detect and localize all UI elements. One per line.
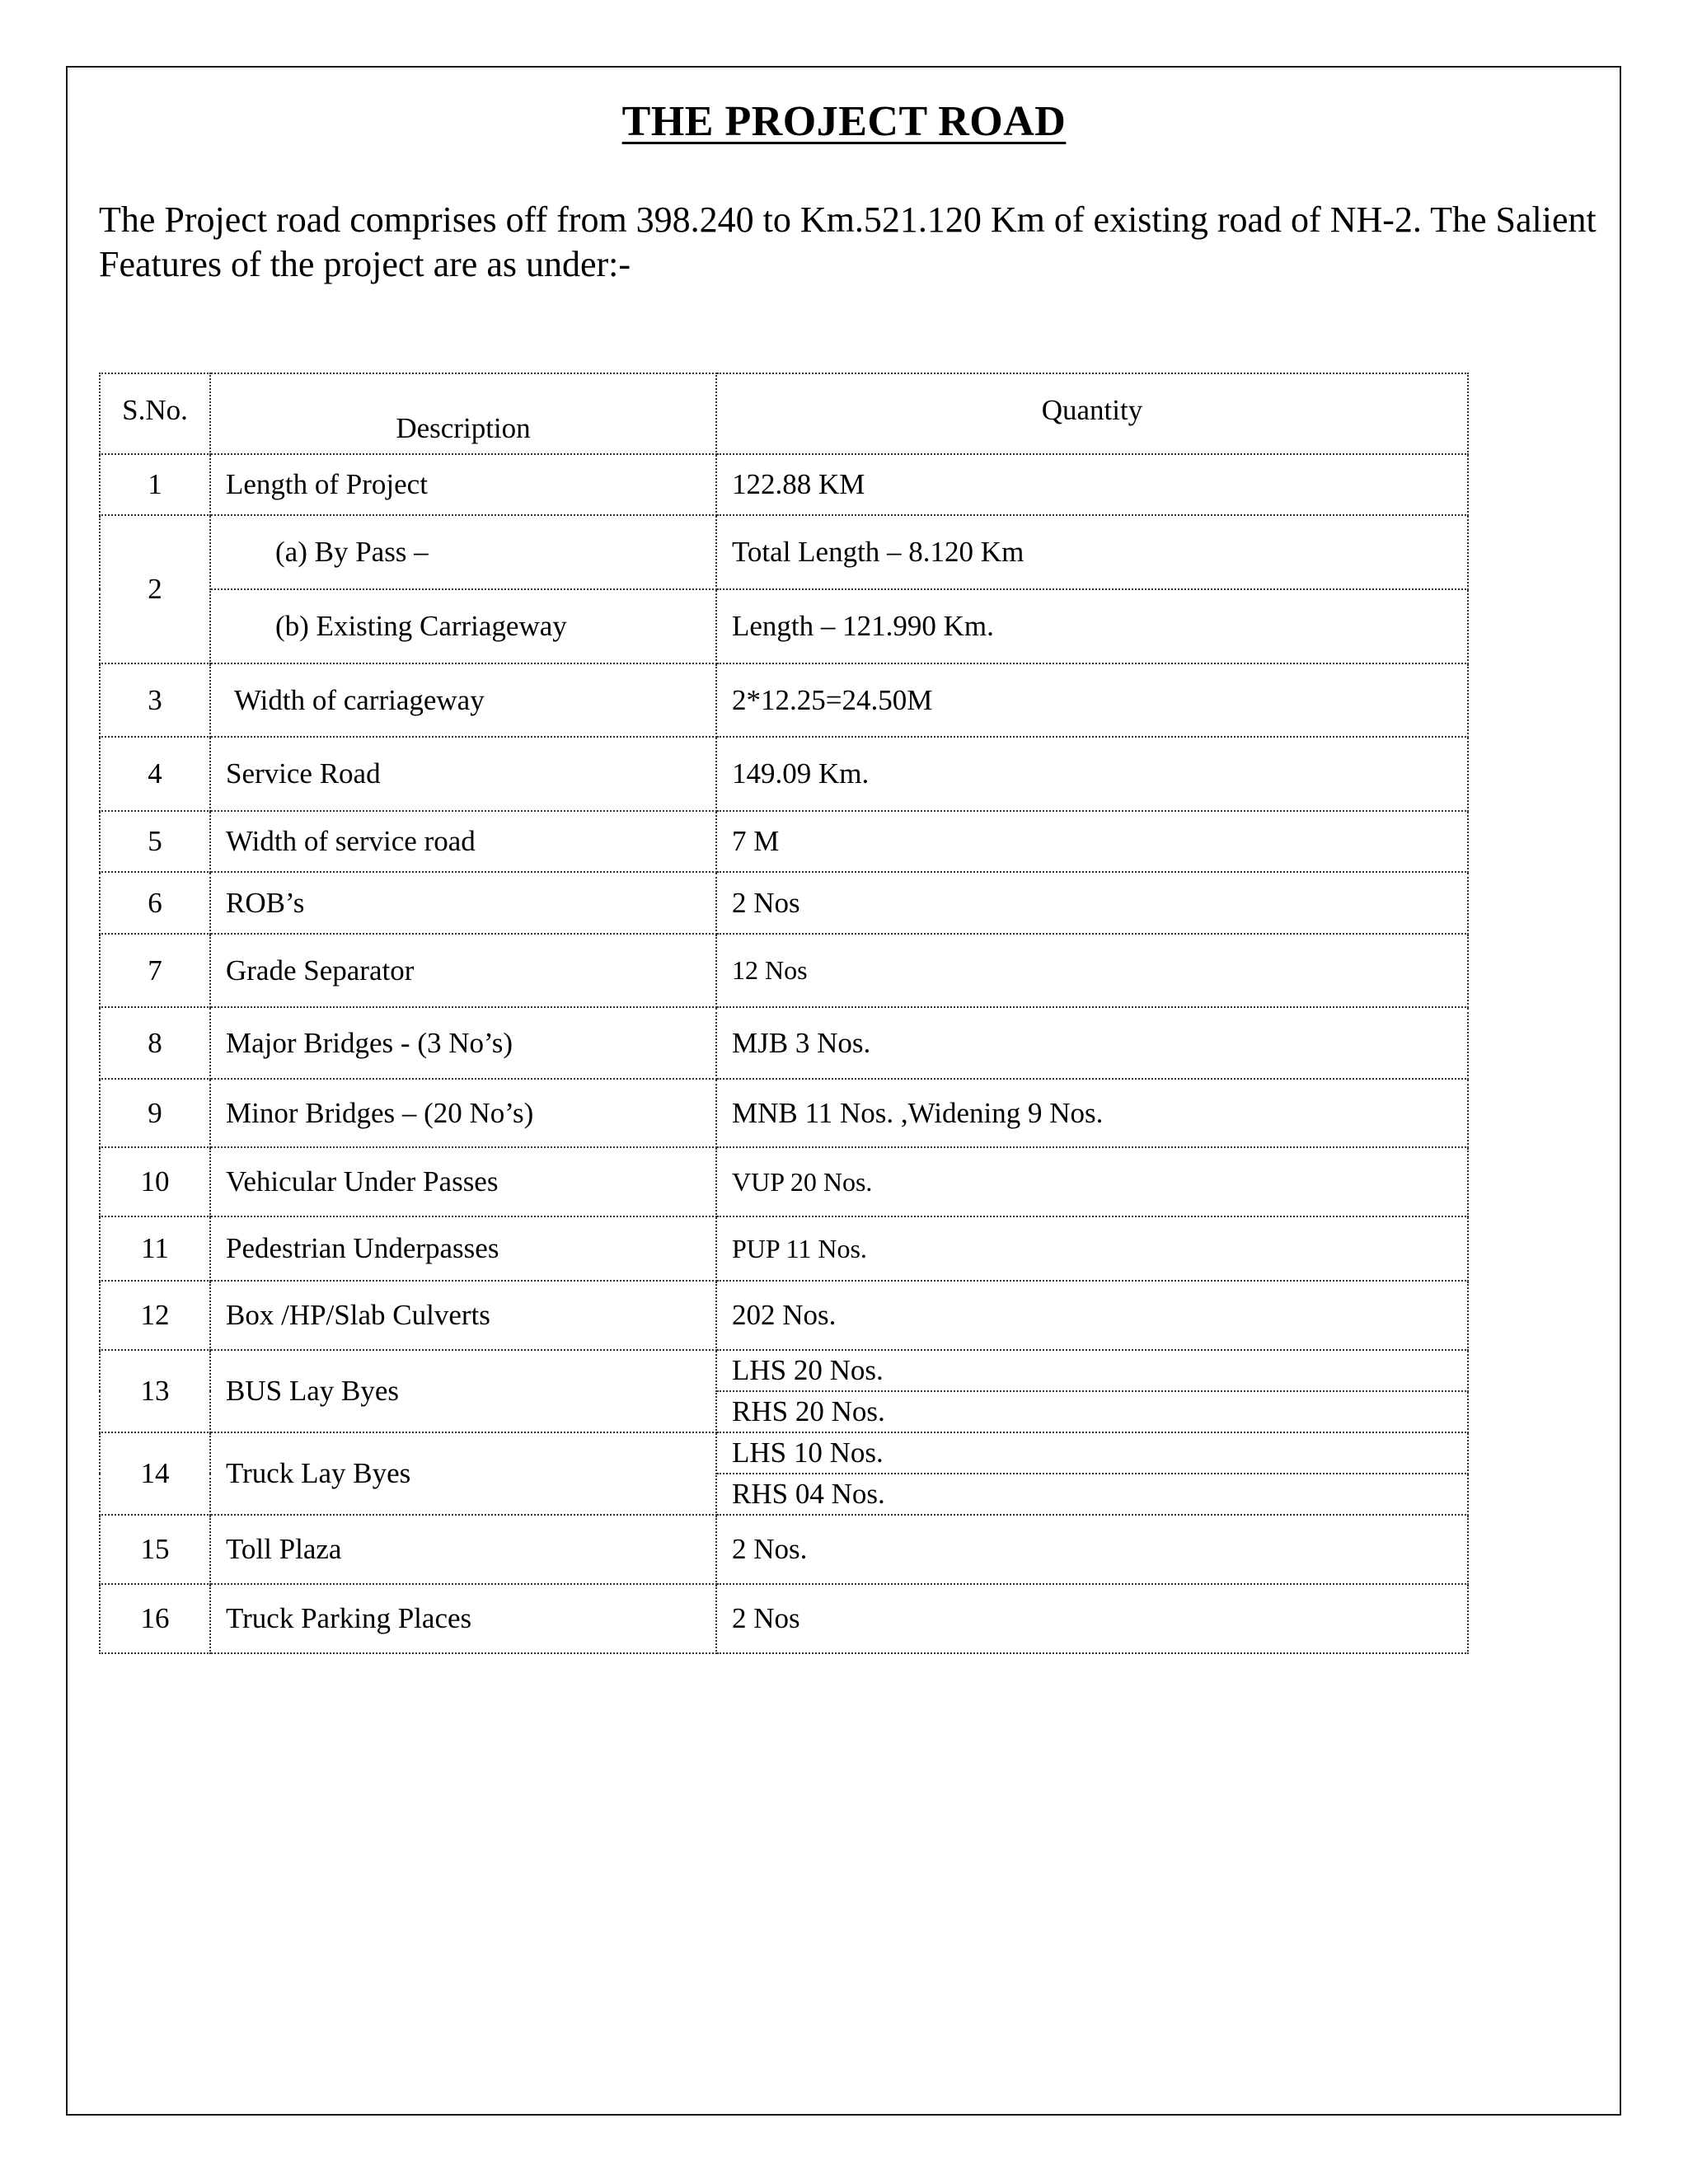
cell-sno: 11 — [100, 1216, 210, 1281]
cell-description: Vehicular Under Passes — [210, 1147, 716, 1216]
cell-sno: 9 — [100, 1079, 210, 1147]
table-header-row — [100, 373, 1468, 454]
cell-sno: 13 — [100, 1350, 210, 1432]
cell-description: Truck Lay Byes — [210, 1432, 716, 1515]
cell-sno: 4 — [100, 737, 210, 811]
cell-quantity: 2 Nos — [716, 1584, 1468, 1653]
cell-quantity: MNB 11 Nos. ,Widening 9 Nos. — [716, 1079, 1468, 1147]
cell-description: Pedestrian Underpasses — [210, 1216, 716, 1281]
cell-sno: 2 — [100, 515, 210, 663]
cell-quantity: RHS 20 Nos. — [716, 1391, 1468, 1432]
cell-description: Width of carriageway — [210, 663, 716, 737]
cell-sno: 8 — [100, 1007, 210, 1079]
cell-quantity: MJB 3 Nos. — [716, 1007, 1468, 1079]
table-row — [100, 1281, 1468, 1350]
cell-description: ROB’s — [210, 872, 716, 934]
cell-sno: 10 — [100, 1147, 210, 1216]
table-row — [100, 934, 1468, 1007]
table-row — [100, 589, 1468, 663]
cell-quantity: 2 Nos — [716, 872, 1468, 934]
header-quantity: Quantity — [716, 373, 1468, 454]
cell-quantity: 202 Nos. — [716, 1281, 1468, 1350]
table-row — [100, 1147, 1468, 1216]
cell-description: (b) Existing Carriageway — [210, 589, 716, 663]
table-row — [100, 1432, 1468, 1474]
header-sno: S.No. — [100, 373, 210, 454]
cell-sno: 7 — [100, 934, 210, 1007]
cell-quantity: 12 Nos — [716, 934, 1468, 1007]
cell-description: Grade Separator — [210, 934, 716, 1007]
table-row — [100, 1216, 1468, 1281]
cell-sno: 14 — [100, 1432, 210, 1515]
table-row — [100, 872, 1468, 934]
cell-sno: 1 — [100, 454, 210, 515]
cell-quantity: PUP 11 Nos. — [716, 1216, 1468, 1281]
cell-description: Length of Project — [210, 454, 716, 515]
table-row — [100, 1584, 1468, 1653]
cell-description: Service Road — [210, 737, 716, 811]
cell-description: Truck Parking Places — [210, 1584, 716, 1653]
table-row — [100, 454, 1468, 515]
cell-description: Minor Bridges – (20 No’s) — [210, 1079, 716, 1147]
intro-paragraph: The Project road comprises off from 398.240 to Km.521.120 Km of existing road of NH-2. The Salient Features of the project are as under:- — [99, 199, 1597, 284]
cell-quantity: RHS 04 Nos. — [716, 1474, 1468, 1515]
cell-quantity: 122.88 KM — [716, 454, 1468, 515]
cell-description: Major Bridges - (3 No’s) — [210, 1007, 716, 1079]
cell-sno: 15 — [100, 1515, 210, 1584]
cell-quantity: Total Length – 8.120 Km — [716, 515, 1468, 589]
cell-quantity: LHS 10 Nos. — [716, 1432, 1468, 1474]
table-row — [100, 663, 1468, 737]
cell-quantity: 2*12.25=24.50M — [716, 663, 1468, 737]
table-row — [100, 1515, 1468, 1584]
table-row — [100, 1007, 1468, 1079]
table-row — [100, 1079, 1468, 1147]
cell-sno: 3 — [100, 663, 210, 737]
cell-description: Box /HP/Slab Culverts — [210, 1281, 716, 1350]
table-row — [100, 515, 1468, 589]
cell-description: (a) By Pass – — [210, 515, 716, 589]
cell-description: Width of service road — [210, 811, 716, 872]
table-row — [100, 811, 1468, 872]
cell-quantity: 2 Nos. — [716, 1515, 1468, 1584]
cell-description: BUS Lay Byes — [210, 1350, 716, 1432]
cell-sno: 12 — [100, 1281, 210, 1350]
page-title: THE PROJECT ROAD — [621, 98, 1067, 145]
cell-quantity: VUP 20 Nos. — [716, 1147, 1468, 1216]
cell-description: Toll Plaza — [210, 1515, 716, 1584]
table-row — [100, 737, 1468, 811]
cell-quantity: LHS 20 Nos. — [716, 1350, 1468, 1391]
cell-quantity: 7 M — [716, 811, 1468, 872]
table-row — [100, 1350, 1468, 1391]
cell-sno: 5 — [100, 811, 210, 872]
header-description: Description — [210, 373, 716, 454]
cell-quantity: 149.09 Km. — [716, 737, 1468, 811]
cell-sno: 16 — [100, 1584, 210, 1653]
cell-sno: 6 — [100, 872, 210, 934]
cell-quantity: Length – 121.990 Km. — [716, 589, 1468, 663]
salient-features-table — [99, 373, 1469, 1654]
